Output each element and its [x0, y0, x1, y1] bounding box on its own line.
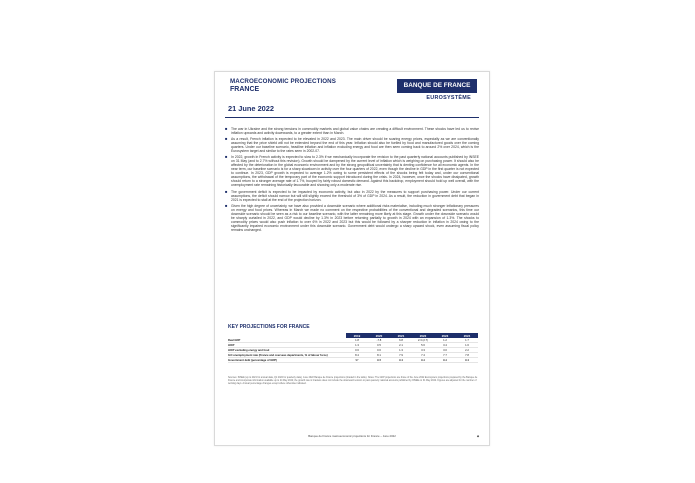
- table-cell: 113: [390, 358, 412, 363]
- table-row: [228, 358, 478, 363]
- summary-paragraph: [225, 127, 479, 135]
- table-cell: 0.5: [368, 343, 390, 348]
- summary-paragraph: [225, 204, 479, 232]
- table-cell: 97: [346, 358, 368, 363]
- table-cell: 7.7: [434, 353, 456, 358]
- table-cell: 7.4: [412, 353, 434, 358]
- table-cell: 8.1: [368, 353, 390, 358]
- header-divider: [225, 117, 479, 118]
- table-cell: 3.3: [412, 348, 434, 353]
- column-header: 2020: [368, 333, 390, 338]
- column-header: 2023: [434, 333, 456, 338]
- table-footnote: Sources: INSEE (up to 2021 for annual data, Q1 2022 for quarterly data), June 2022 Banque de France projections (shaded in the table). Notes: The GDP projections are those of the June 2022 Eurosystem projections prepared by the Banque de France and incorporate information available up to 24 May 2022; the growth rate in brackets does not include the downward revision to past quarterly national accounts published by INSEE on 31 May 2022. Figures are adjusted for the number of working days. Annual percentage changes except where otherwise indicated.: [228, 377, 478, 385]
- column-header: 2019: [346, 333, 368, 338]
- document-title: MACROECONOMIC PROJECTIONS: [230, 78, 336, 85]
- column-header: 2024: [456, 333, 478, 338]
- row-label: HICP excluding energy and food: [228, 348, 346, 353]
- paragraph-text: As a result, French inflation is expected to be elevated in 2022 and 2023. The main driver should be soaring energy prices, especially as we are conventionally assuming that the price shield will not be extended beyond the end of this year. Inflation should also be fuelled by food and manufactured goods over the coming quarters. Under our baseline scenario, headline inflation and inflation excluding energy and food are then seen coming back to around 2% over 2024, which is the Eurosystem target and similar to the rates seen in 2002-07.: [231, 137, 479, 154]
- paragraph-text: Given the high degree of uncertainty, we have also provided a downside scenario where additional risks materialise, including much stronger inflationary pressures on energy and food prices. Whereas in March we made no comment on the respective probabilities of the conventional and degraded scenarios, this time our downside scenario should be seen as a risk to our baseline scenario, with the latter remaining more likely at this stage. Growth under the downside scenario would be sharply curtailed in 2022, and GDP would decline by 1.3% in 2023 before returning partially to growth in 2024 with an expansion of 1.3%. The shocks to commodity prices would also push inflation to over 6% in 2022 and 2023 but this would be followed by a sharper reduction in inflation in 2024 owing to the significantly impaired economic environment under this downside scenario. Government debt would undergo a sharp upward shock, even assuming fiscal policy remains unchanged.: [231, 203, 479, 232]
- table-cell: 113: [456, 358, 478, 363]
- table-cell: 112: [412, 358, 434, 363]
- table-cell: 2.1: [390, 343, 412, 348]
- paragraph-text: The war in Ukraine and the strong tensions in commodity markets and global value chains are creating a difficult environment. These shocks have led us to revise inflation upwards and activity downwards, to a greater extent than in March.: [231, 127, 479, 135]
- summary-paragraph: [225, 190, 479, 202]
- row-label: Government debt (percentage of GDP): [228, 358, 346, 363]
- table-cell: 2.3 (2.7): [412, 338, 434, 343]
- column-header: 2022: [412, 333, 434, 338]
- document-header: [215, 72, 489, 120]
- bullet-icon: ■: [225, 136, 228, 142]
- table-cell: 112: [434, 358, 456, 363]
- bullet-icon: ■: [225, 188, 228, 194]
- table-cell: 1.7: [456, 338, 478, 343]
- row-label: HICP: [228, 343, 346, 348]
- table-cell: 0.6: [346, 348, 368, 353]
- table-cell: 1.3: [390, 348, 412, 353]
- table-cell: 7.9: [390, 353, 412, 358]
- summary-paragraph: [225, 155, 479, 187]
- table-title: KEY PROJECTIONS FOR FRANCE: [228, 324, 310, 330]
- bullet-icon: ■: [225, 127, 228, 131]
- table-cell: -7.8: [368, 338, 390, 343]
- table-cell: 115: [368, 358, 390, 363]
- table-cell: 1.8: [346, 338, 368, 343]
- bullet-icon: ■: [225, 154, 228, 160]
- paragraph-text: The government deficit is expected to be impacted by economic activity, but also in 2022 by the measures to support purchasing power. Under our current assumptions, the deficit should narrow but will still slightly exceed the threshold of 3% of GDP in 2024. As a result, the reduction in government debt that began in 2021 is expected to stall at the end of the projection horizon.: [231, 189, 479, 202]
- table-cell: 2.2: [456, 348, 478, 353]
- table-cell: 3.4: [434, 343, 456, 348]
- paragraph-text: In 2022, growth in French activity is expected to slow to 2.3% if we mechanically incorporate the revision to the past quarterly national accounts published by INSEE on 31 May (and to 2.7% without this revision). Growth should be dampened by the current level of inflation which is weighing on purchasing power. It should also be affected by the deterioration in the global economic environment and by the strong geopolitical uncertainty that is denting confidence for all economic agents. In the near term, our baseline scenario is for a sharp slowdown in activity over the four quarters of 2022, even though the decline in GDP in the first quarter is not expected to continue. In 2023, GDP growth is expected to average 1.2% owing to some persistent effects of the shocks being felt today and, under our conventional assumptions, the withdrawal of the temporary part of the economic support introduced during the crisis. In 2024, however, once the shocks have dissipated, growth should return to a stronger average rate of 1.7%, buoyed by fairly robust domestic demand. Against this backdrop, employment should hold up well overall, with the unemployment rate remaining historically favourable and showing only a moderate rise.: [231, 155, 479, 188]
- key-projections-table: [228, 333, 478, 363]
- summary-text: [225, 127, 479, 318]
- document-country: FRANCE: [230, 86, 260, 93]
- table-cell: 6.8: [390, 338, 412, 343]
- bullet-icon: ■: [225, 202, 228, 208]
- table-cell: 8.4: [346, 353, 368, 358]
- banque-de-france-logo: [397, 79, 477, 105]
- row-label: Real GDP: [228, 338, 346, 343]
- column-header: 2021: [390, 333, 412, 338]
- document-page: [214, 71, 490, 446]
- document-date: 21 June 2022: [228, 104, 275, 113]
- table-cell: 3.0: [434, 348, 456, 353]
- page-footer: Banque de France macroeconomic projections for France – June 2022: [308, 434, 396, 438]
- table-cell: 5.6: [412, 343, 434, 348]
- summary-paragraph: [225, 137, 479, 153]
- table-cell: 1.3: [346, 343, 368, 348]
- logo-wordmark: BANQUE DE FRANCE: [397, 79, 477, 93]
- table-cell: 0.6: [368, 348, 390, 353]
- table-cell: 1.2: [434, 338, 456, 343]
- logo-subtitle: EUROSYSTÈME: [426, 95, 471, 101]
- table-cell: 1.6: [456, 343, 478, 348]
- row-label: ILO unemployment rate (France and overseas departments, % of labour force): [228, 353, 346, 358]
- table-cell: 7.8: [456, 353, 478, 358]
- footer-diamond-icon: ◆: [476, 434, 479, 438]
